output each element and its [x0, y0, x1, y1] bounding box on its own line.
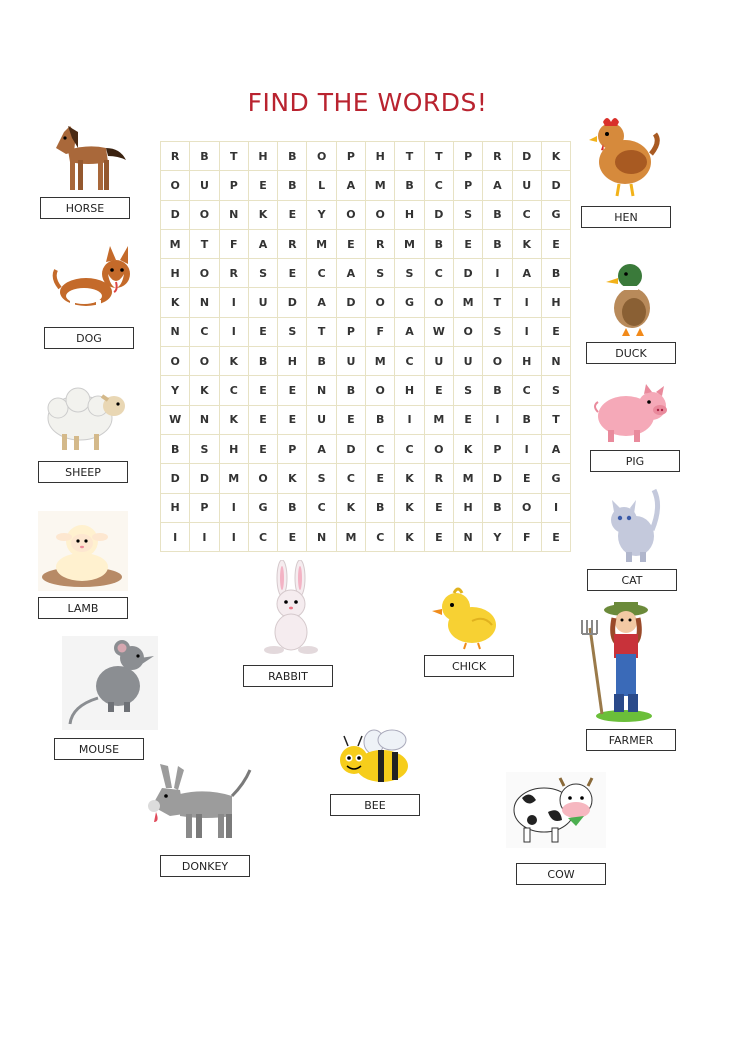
grid-cell[interactable]: E	[278, 523, 307, 552]
grid-cell[interactable]: K	[542, 142, 571, 171]
grid-cell[interactable]: G	[395, 288, 424, 317]
grid-cell[interactable]: B	[513, 406, 542, 435]
grid-cell[interactable]: N	[190, 288, 219, 317]
grid-cell[interactable]: T	[190, 230, 219, 259]
grid-cell[interactable]: M	[425, 406, 454, 435]
grid-cell[interactable]: D	[513, 142, 542, 171]
grid-cell[interactable]: E	[425, 376, 454, 405]
grid-cell[interactable]: S	[542, 376, 571, 405]
grid-cell[interactable]: M	[161, 230, 190, 259]
grid-cell[interactable]: O	[366, 201, 395, 230]
grid-cell[interactable]: K	[190, 376, 219, 405]
grid-cell[interactable]: S	[483, 318, 512, 347]
grid-cell[interactable]: U	[454, 347, 483, 376]
grid-cell[interactable]: P	[483, 435, 512, 464]
chick-picture	[428, 585, 504, 651]
grid-cell[interactable]: B	[395, 171, 424, 200]
grid-cell[interactable]: H	[249, 142, 278, 171]
word-label-cat: CAT	[587, 569, 677, 591]
grid-cell[interactable]: T	[542, 406, 571, 435]
grid-cell[interactable]: I	[483, 406, 512, 435]
grid-cell[interactable]: U	[337, 347, 366, 376]
grid-cell[interactable]: E	[454, 230, 483, 259]
grid-cell[interactable]: C	[395, 435, 424, 464]
grid-cell[interactable]: P	[454, 142, 483, 171]
grid-cell[interactable]: A	[395, 318, 424, 347]
grid-cell[interactable]: N	[220, 201, 249, 230]
grid-cell[interactable]: H	[395, 201, 424, 230]
grid-cell[interactable]: Y	[483, 523, 512, 552]
grid-cell[interactable]: F	[366, 318, 395, 347]
grid-cell[interactable]: C	[366, 523, 395, 552]
grid-cell[interactable]: H	[366, 142, 395, 171]
grid-cell[interactable]: H	[454, 494, 483, 523]
grid-cell[interactable]: C	[425, 259, 454, 288]
word-label-bee: BEE	[330, 794, 420, 816]
grid-cell[interactable]: C	[425, 171, 454, 200]
word-label-duck: DUCK	[586, 342, 676, 364]
grid-cell[interactable]: S	[454, 201, 483, 230]
grid-cell[interactable]: H	[278, 347, 307, 376]
grid-cell[interactable]: B	[366, 494, 395, 523]
grid-cell[interactable]: T	[483, 288, 512, 317]
farmer-picture	[574, 598, 664, 724]
grid-cell[interactable]: N	[454, 523, 483, 552]
grid-cell[interactable]: I	[542, 494, 571, 523]
grid-cell[interactable]: G	[542, 464, 571, 493]
grid-cell[interactable]: K	[220, 406, 249, 435]
grid-cell[interactable]: K	[220, 347, 249, 376]
grid-cell[interactable]: A	[337, 171, 366, 200]
cow-picture	[506, 772, 606, 848]
grid-cell[interactable]: C	[395, 347, 424, 376]
grid-cell[interactable]: K	[395, 523, 424, 552]
grid-cell[interactable]: W	[161, 406, 190, 435]
grid-cell[interactable]: N	[190, 406, 219, 435]
grid-cell[interactable]: S	[395, 259, 424, 288]
word-label-farmer: FARMER	[586, 729, 676, 751]
grid-cell[interactable]: E	[278, 376, 307, 405]
grid-cell[interactable]: I	[513, 435, 542, 464]
grid-cell[interactable]: B	[483, 376, 512, 405]
grid-cell[interactable]: D	[542, 171, 571, 200]
grid-cell[interactable]: B	[278, 171, 307, 200]
grid-cell[interactable]: E	[337, 230, 366, 259]
grid-cell[interactable]: O	[190, 201, 219, 230]
grid-cell[interactable]: G	[249, 494, 278, 523]
grid-cell[interactable]: S	[190, 435, 219, 464]
grid-cell[interactable]: O	[190, 347, 219, 376]
mouse-picture	[62, 636, 158, 730]
grid-cell[interactable]: A	[249, 230, 278, 259]
word-label-hen: HEN	[581, 206, 671, 228]
grid-cell[interactable]: E	[278, 201, 307, 230]
grid-cell[interactable]: I	[220, 288, 249, 317]
grid-cell[interactable]: K	[337, 494, 366, 523]
rabbit-picture	[254, 560, 326, 658]
grid-cell[interactable]: T	[220, 142, 249, 171]
grid-cell[interactable]: S	[249, 259, 278, 288]
grid-cell[interactable]: K	[395, 494, 424, 523]
grid-cell[interactable]: P	[220, 171, 249, 200]
grid-cell[interactable]: B	[278, 142, 307, 171]
grid-cell[interactable]: E	[454, 406, 483, 435]
word-label-cow: COW	[516, 863, 606, 885]
grid-cell[interactable]: S	[278, 318, 307, 347]
grid-cell[interactable]: I	[220, 523, 249, 552]
grid-cell[interactable]: N	[161, 318, 190, 347]
grid-cell[interactable]: A	[307, 435, 336, 464]
grid-cell[interactable]: C	[513, 376, 542, 405]
grid-cell[interactable]: H	[542, 288, 571, 317]
grid-cell[interactable]: B	[307, 347, 336, 376]
grid-cell[interactable]: T	[425, 142, 454, 171]
grid-cell[interactable]: B	[249, 347, 278, 376]
grid-cell[interactable]: Y	[161, 376, 190, 405]
grid-cell[interactable]: M	[307, 230, 336, 259]
grid-cell[interactable]: H	[220, 435, 249, 464]
donkey-picture	[146, 760, 252, 844]
grid-cell[interactable]: I	[395, 406, 424, 435]
grid-cell[interactable]: D	[278, 288, 307, 317]
grid-cell[interactable]: D	[161, 464, 190, 493]
cat-picture	[602, 486, 664, 566]
grid-cell[interactable]: E	[278, 259, 307, 288]
grid-cell[interactable]: E	[249, 318, 278, 347]
grid-cell[interactable]: E	[249, 435, 278, 464]
grid-cell[interactable]: O	[513, 494, 542, 523]
grid-cell[interactable]: T	[395, 142, 424, 171]
word-label-mouse: MOUSE	[54, 738, 144, 760]
grid-cell[interactable]: C	[307, 494, 336, 523]
grid-cell[interactable]: H	[395, 376, 424, 405]
grid-cell[interactable]: R	[483, 142, 512, 171]
grid-cell[interactable]: O	[307, 142, 336, 171]
grid-cell[interactable]: B	[190, 142, 219, 171]
grid-cell[interactable]: H	[513, 347, 542, 376]
grid-cell[interactable]: A	[513, 259, 542, 288]
word-label-rabbit: RABBIT	[243, 665, 333, 687]
grid-cell[interactable]: Y	[307, 201, 336, 230]
grid-cell[interactable]: R	[220, 259, 249, 288]
sheep-picture	[38, 378, 130, 456]
dog-picture	[50, 240, 135, 320]
grid-cell[interactable]: E	[425, 523, 454, 552]
grid-cell[interactable]: P	[337, 142, 366, 171]
grid-cell[interactable]: B	[425, 230, 454, 259]
grid-cell[interactable]: O	[249, 464, 278, 493]
word-search-grid	[160, 141, 571, 552]
grid-cell[interactable]: P	[190, 494, 219, 523]
word-label-lamb: LAMB	[38, 597, 128, 619]
grid-cell[interactable]: E	[278, 406, 307, 435]
grid-cell[interactable]: I	[220, 318, 249, 347]
word-label-horse: HORSE	[40, 197, 130, 219]
word-label-sheep: SHEEP	[38, 461, 128, 483]
grid-cell[interactable]: U	[249, 288, 278, 317]
grid-cell[interactable]: D	[454, 259, 483, 288]
grid-cell[interactable]: K	[454, 435, 483, 464]
grid-cell[interactable]: D	[425, 201, 454, 230]
grid-cell[interactable]: C	[366, 435, 395, 464]
grid-cell[interactable]: A	[542, 435, 571, 464]
grid-cell[interactable]: H	[161, 494, 190, 523]
horse-picture	[48, 118, 128, 196]
grid-cell[interactable]: B	[483, 230, 512, 259]
grid-cell[interactable]: D	[190, 464, 219, 493]
grid-cell[interactable]: M	[454, 464, 483, 493]
grid-cell[interactable]: D	[337, 435, 366, 464]
grid-cell[interactable]: I	[513, 318, 542, 347]
grid-cell[interactable]: B	[366, 406, 395, 435]
grid-cell[interactable]: P	[278, 435, 307, 464]
grid-cell[interactable]: D	[161, 201, 190, 230]
grid-cell[interactable]: A	[307, 288, 336, 317]
grid-cell[interactable]: T	[307, 318, 336, 347]
grid-cell[interactable]: I	[190, 523, 219, 552]
grid-cell[interactable]: M	[220, 464, 249, 493]
grid-cell[interactable]: W	[425, 318, 454, 347]
grid-cell[interactable]: R	[278, 230, 307, 259]
grid-cell[interactable]: E	[249, 171, 278, 200]
grid-cell[interactable]: E	[337, 406, 366, 435]
grid-cell[interactable]: I	[483, 259, 512, 288]
grid-cell[interactable]: U	[425, 347, 454, 376]
grid-cell[interactable]: C	[337, 464, 366, 493]
grid-cell[interactable]: E	[366, 464, 395, 493]
grid-cell[interactable]: M	[337, 523, 366, 552]
grid-cell[interactable]: F	[513, 523, 542, 552]
grid-cell[interactable]: O	[366, 288, 395, 317]
grid-cell[interactable]: A	[337, 259, 366, 288]
grid-cell[interactable]: E	[249, 406, 278, 435]
grid-cell[interactable]: E	[542, 230, 571, 259]
grid-cell[interactable]: U	[190, 171, 219, 200]
grid-cell[interactable]: K	[161, 288, 190, 317]
lamb-picture	[38, 511, 128, 591]
grid-cell[interactable]: S	[307, 464, 336, 493]
grid-cell[interactable]: G	[542, 201, 571, 230]
grid-cell[interactable]: C	[220, 376, 249, 405]
grid-cell[interactable]: O	[483, 347, 512, 376]
grid-cell[interactable]: M	[366, 347, 395, 376]
grid-cell[interactable]: K	[249, 201, 278, 230]
grid-cell[interactable]: U	[513, 171, 542, 200]
word-label-dog: DOG	[44, 327, 134, 349]
grid-cell[interactable]: O	[337, 201, 366, 230]
grid-cell[interactable]: E	[425, 494, 454, 523]
grid-cell[interactable]: K	[395, 464, 424, 493]
grid-cell[interactable]: N	[542, 347, 571, 376]
grid-cell[interactable]: O	[161, 171, 190, 200]
grid-cell[interactable]: I	[161, 523, 190, 552]
grid-cell[interactable]: C	[249, 523, 278, 552]
grid-cell[interactable]: C	[513, 201, 542, 230]
grid-cell[interactable]: N	[307, 523, 336, 552]
grid-cell[interactable]: I	[513, 288, 542, 317]
pig-picture	[594, 382, 670, 444]
grid-cell[interactable]: E	[542, 318, 571, 347]
grid-cell[interactable]: O	[161, 347, 190, 376]
grid-cell[interactable]: O	[454, 318, 483, 347]
word-label-chick: CHICK	[424, 655, 514, 677]
grid-cell[interactable]: S	[366, 259, 395, 288]
grid-cell[interactable]: L	[307, 171, 336, 200]
grid-cell[interactable]: O	[425, 288, 454, 317]
grid-cell[interactable]: R	[425, 464, 454, 493]
grid-cell[interactable]: P	[337, 318, 366, 347]
grid-cell[interactable]: P	[454, 171, 483, 200]
grid-cell[interactable]: U	[307, 406, 336, 435]
grid-cell[interactable]: O	[425, 435, 454, 464]
grid-cell[interactable]: E	[542, 523, 571, 552]
grid-cell[interactable]: B	[278, 494, 307, 523]
grid-cell[interactable]: E	[249, 376, 278, 405]
duck-picture	[600, 258, 660, 338]
bee-picture	[334, 728, 416, 786]
grid-cell[interactable]: R	[161, 142, 190, 171]
grid-cell[interactable]: M	[366, 171, 395, 200]
grid-cell[interactable]: B	[483, 201, 512, 230]
grid-cell[interactable]: B	[542, 259, 571, 288]
grid-cell[interactable]: E	[513, 464, 542, 493]
grid-cell[interactable]: S	[454, 376, 483, 405]
grid-cell[interactable]: N	[307, 376, 336, 405]
grid-cell[interactable]: O	[190, 259, 219, 288]
grid-cell[interactable]: F	[220, 230, 249, 259]
grid-cell[interactable]: D	[337, 288, 366, 317]
grid-cell[interactable]: B	[337, 376, 366, 405]
grid-cell[interactable]: M	[395, 230, 424, 259]
grid-cell[interactable]: K	[513, 230, 542, 259]
grid-cell[interactable]: H	[161, 259, 190, 288]
hen-picture	[585, 112, 661, 200]
grid-cell[interactable]: B	[483, 494, 512, 523]
grid-cell[interactable]: B	[161, 435, 190, 464]
grid-cell[interactable]: C	[190, 318, 219, 347]
grid-cell[interactable]: O	[366, 376, 395, 405]
grid-cell[interactable]: K	[278, 464, 307, 493]
grid-cell[interactable]: A	[483, 171, 512, 200]
grid-cell[interactable]: I	[220, 494, 249, 523]
page-title: FIND THE WORDS!	[247, 88, 488, 117]
word-label-donkey: DONKEY	[160, 855, 250, 877]
grid-cell[interactable]: R	[366, 230, 395, 259]
grid-cell[interactable]: M	[454, 288, 483, 317]
grid-cell[interactable]: C	[307, 259, 336, 288]
word-label-pig: PIG	[590, 450, 680, 472]
grid-cell[interactable]: D	[483, 464, 512, 493]
